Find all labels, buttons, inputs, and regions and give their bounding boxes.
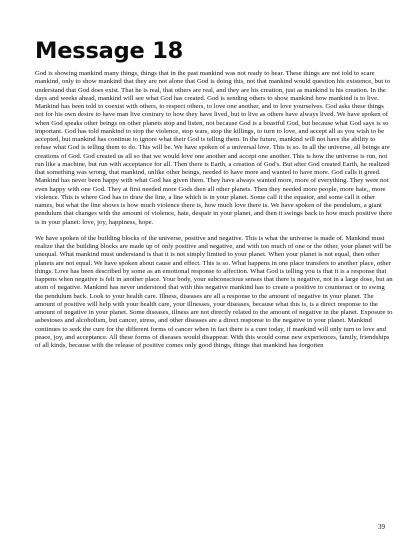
message-body (35, 70, 393, 350)
paragraph-2: We have spoken of the building blocks of the universe, positive and negative. This is what the universe is made of. Mankind must realize that the building blocks are made up of only positive and negative, and with too much of one or the other, your planet will be unequal. What mankind must understand is that it is not simply limited to your planet. When your planet is not equal, then other planets are not equal. We have spoken about cause and effect. This is so. What happens in one place transfers to another place, other things. Love has been described by some as an emotional response to affection. What God is telling you is that it is a response that happens when negative is felt in another place. Your body, your subconscious senses that there is negative, not in a large dose, but an atom of negative. Mankind has never understood that with this negative mankind has to create a positive to counteract or to swing the pendulum back. Look to your health care. Illness, diseases are all a response to the amount of negative in your planet. The amount of positive will help with your health care, your illnesses, your diseases, because what this is, is a direct response to the amount of negative in your planet. Some diseases, illness are not directly related to the amount of negative in the planet. Exposure to asbestoses and alcoholism, but cancer, stress, and other diseases are a direct response to the negative in your planet. Mankind continues to seek the cure for the different forms of cancer when in fact there is a cure today, if mankind will only turn to love and peace, joy, and acceptance. All these forms of diseases would disappear. With this would come new experiences, family, friendships of all kinds, because with the release of positive comes only good things, things that mankind has forgotten (35, 234, 393, 349)
page-title: Message 18 (35, 38, 184, 64)
paragraph-1: God is showing mankind many things, things that in the past mankind was not ready to hear. These things are not told to scare mankind, only to show mankind that they are not alone that God is doing this, not that mankind would question his existence, but to understand that God does exist. That he is real, that others are real, and they are his creation, just as mankind is his creation. In the days and weeks ahead, mankind will see what God has created. God is sending others to show mankind how mankind is to live. Mankind has been told to coexist with others, to respect others, to love one another, and to love yourselves. God asks these things not for his own desire to have man live contrary to how they have lived, but to live as others have always lived. We have spoken of when God speaks other beings on other planets stop and listen, not because God is a boastful God, but because what God says is so important. God has told mankind to stop the violence, stop wars, stop the killings, to turn to love, and accept all as you wish to be accepted, but mankind has continue to ignore what their God is telling them. In the future, mankind will not have the ability to refuse what God is telling them to do. This will be. We have spoken of a universal love. This is so. In all the universe, all beings are creations of God. God created us all so that we would love one another and accept one another. This is how the universe is run, not run like a machine, but run with acceptance for all. Then there is Earth, a creation of God's. But after God created Earth, he realized that something was wrong, that mankind, unlike other beings, needed to have more and wanted to have more. God calls it greed. Mankind has never been happy with what God has given them. They have always wanted more, more of everything. They were not even happy with one God. They at first needed more Gods then all other planets. Then they needed more people, more hate,, more violence. This is where God has to draw the line, a line which is in your planet. Some call it the equator, and some call it other names, but what the line shows is how much violence there is, how much love there is. We have spoken of the pendulum, a giant pendulum that changes with the amount of violence, hate, despair in your planet, and then it swings back to how much positive there is in your planet: love, joy, happiness, hope. (35, 70, 393, 226)
page-number: 39 (378, 523, 385, 531)
paragraph-spacer (35, 227, 393, 235)
